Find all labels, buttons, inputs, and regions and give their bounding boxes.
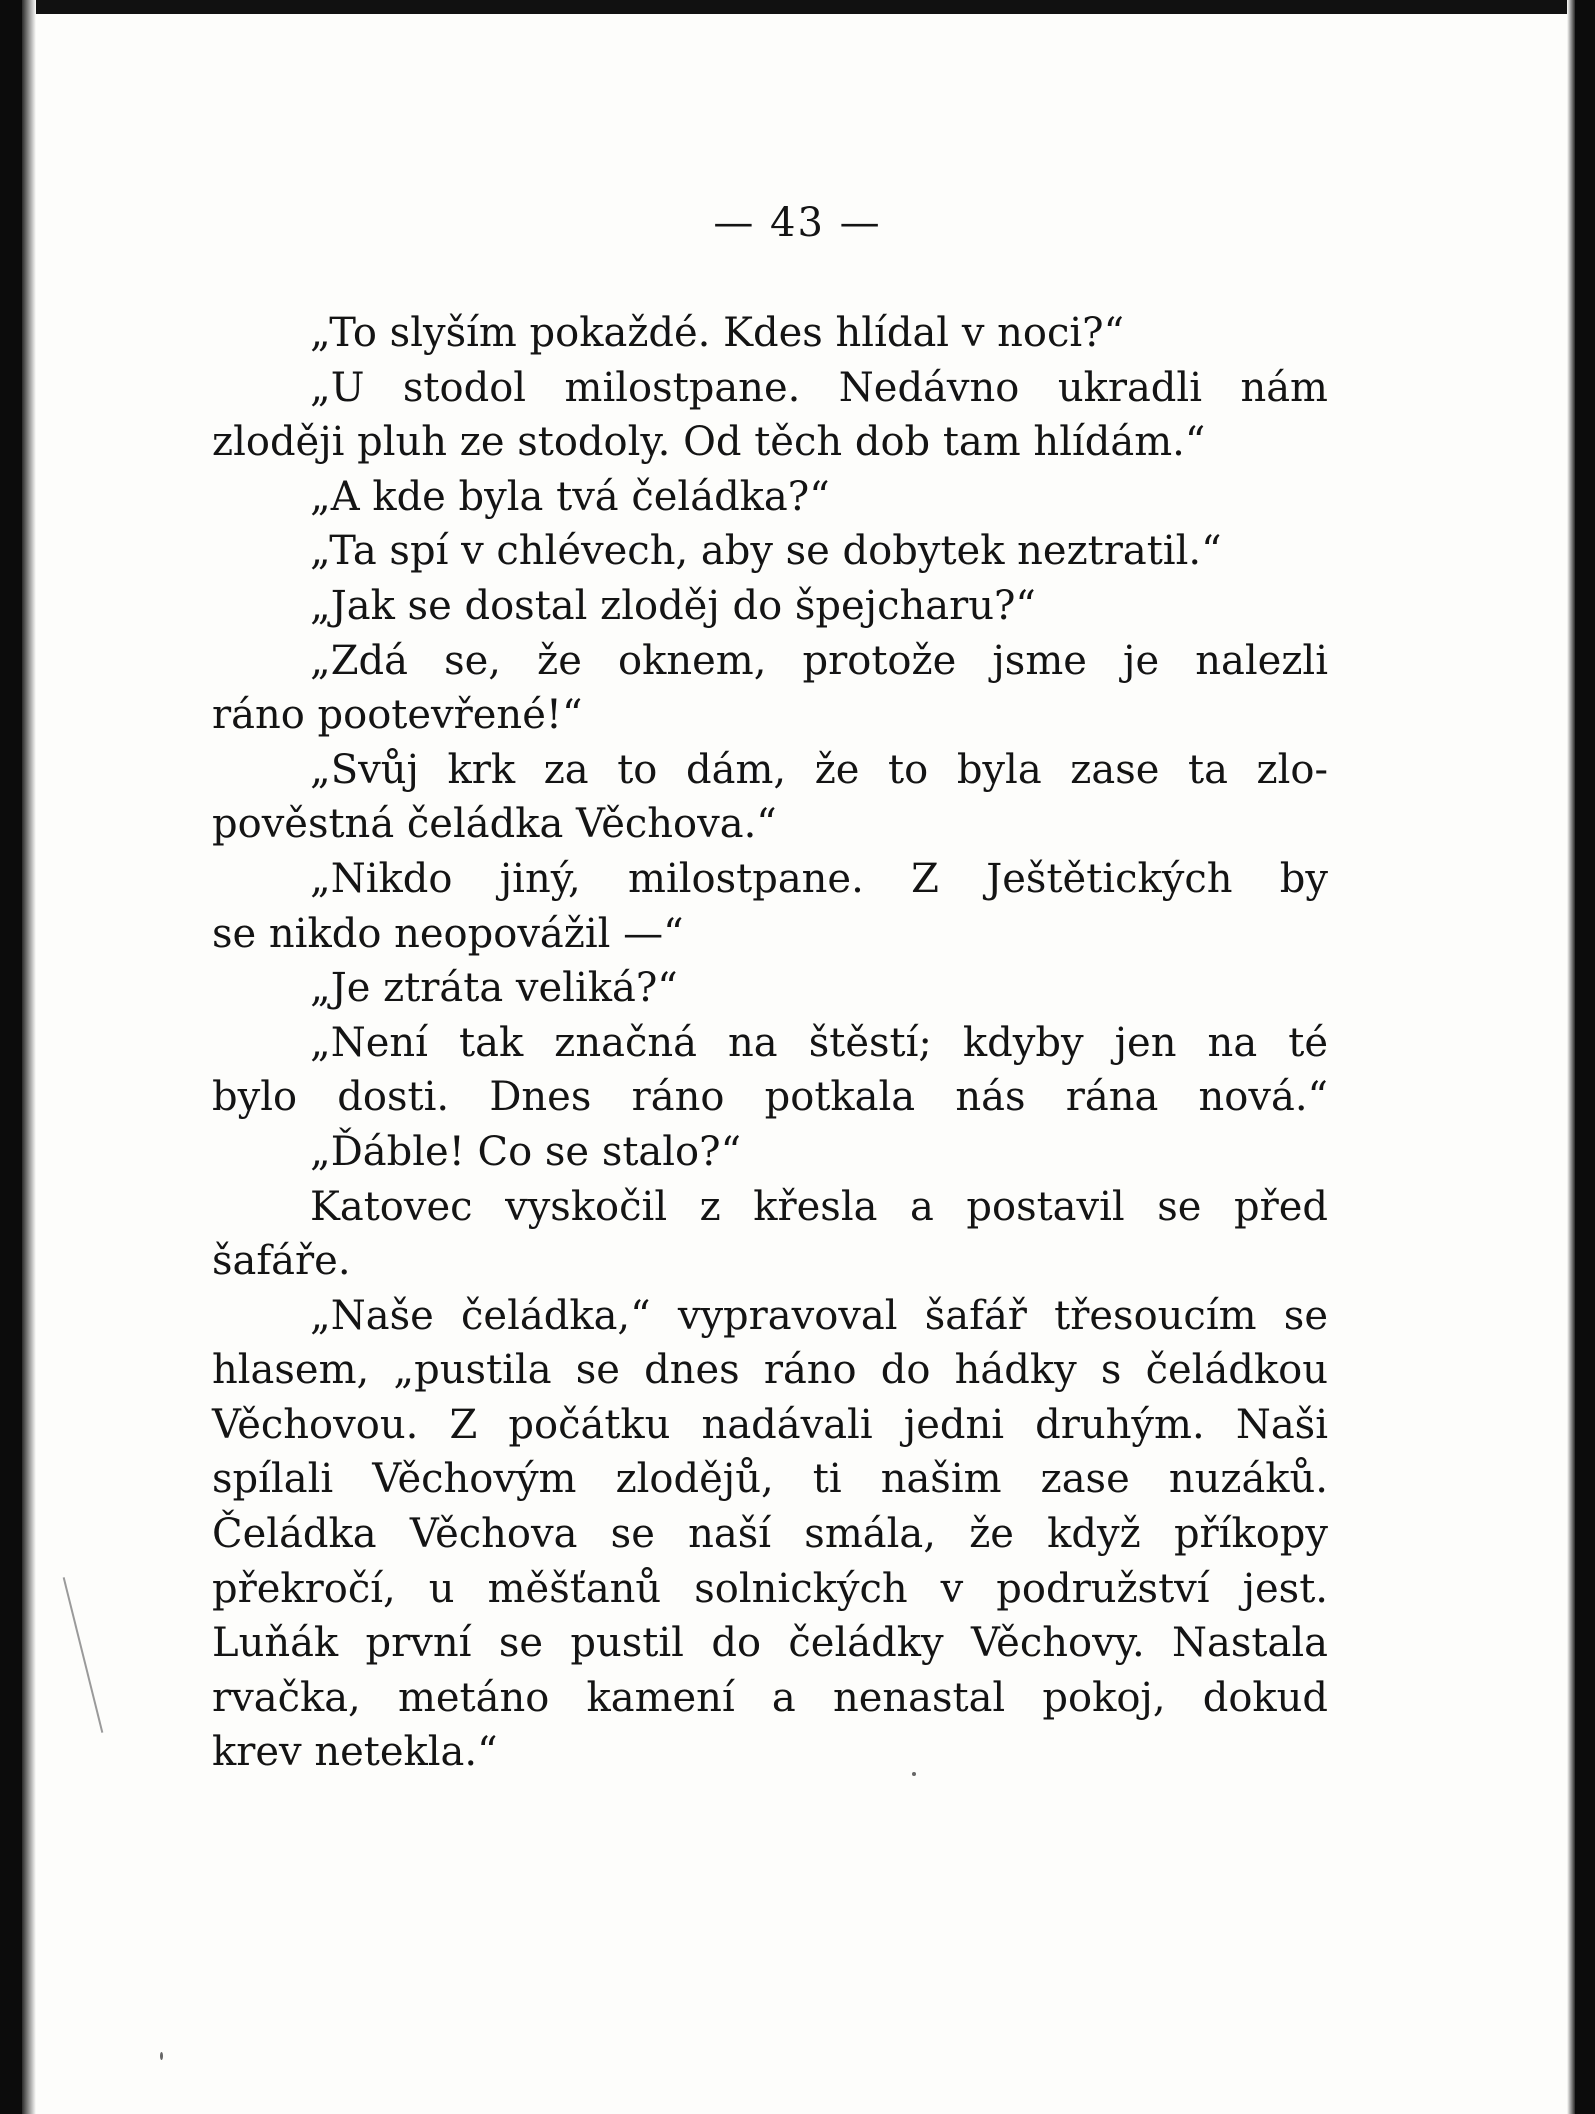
text-line: šafáře. [212, 1238, 351, 1285]
text-line: „To slyším pokaždé. Kdes hlídal v noci?“ [310, 310, 1125, 356]
text-line: Katovec vyskočil z křesla a postavil se před [310, 1183, 1328, 1230]
text-line: „Jak se dostal zloděj do špejcharu?“ [310, 582, 1036, 629]
text-line: zloději pluh ze stodoly. Od těch dob tam hlídám.“ [212, 419, 1206, 466]
scan-speck [160, 2052, 163, 2060]
scan-right-border [1575, 0, 1595, 2114]
text-line: spílali Věchovým zlodějů, ti našim zase nuzáků. [212, 1456, 1328, 1503]
text-line: „Ta spí v chlévech, aby se dobytek neztratil.“ [310, 528, 1222, 575]
page-number: — 43 — [713, 200, 882, 246]
text-line: rvačka, metáno kamení a nenastal pokoj, dokud [212, 1674, 1328, 1721]
text-line: „Nikdo jiný, milostpane. Z Ještětických by [310, 855, 1328, 902]
scan-top-border [0, 0, 1595, 14]
text-line: Luňák první se pustil do čeládky Věchovy. Nastala [212, 1620, 1328, 1667]
text-line: „A kde byla tvá čeládka?“ [310, 473, 830, 520]
scan-left-border [0, 0, 22, 2114]
text-line: „Svůj krk za to dám, že to byla zase ta zlo- [310, 746, 1328, 793]
text-line: se nikdo neopovážil —“ [212, 910, 684, 957]
text-line: hlasem, „pustila se dnes ráno do hádky s čeládkou [212, 1347, 1328, 1394]
text-line: pověstná čeládka Věchova.“ [212, 801, 777, 848]
scan-right-shadow [1567, 0, 1575, 2114]
text-line: „U stodol milostpane. Nedávno ukradli nám [310, 364, 1328, 411]
text-line: ráno pootevřené!“ [212, 692, 583, 739]
body-text [212, 306, 1328, 1780]
scan-left-shadow [22, 0, 36, 2114]
text-line: překročí, u měšťanů solnických v podružství jest. [212, 1565, 1328, 1612]
text-line: „Naše čeládka,“ vypravoval šafář třesoucím se [310, 1292, 1328, 1339]
text-line: „Zdá se, že oknem, protože jsme je nalezli [310, 637, 1328, 684]
text-line: „Není tak značná na štěstí; kdyby jen na té [310, 1019, 1328, 1066]
text-line: bylo dosti. Dnes ráno potkala nás rána nová.“ [212, 1074, 1328, 1121]
text-line: krev netekla.“ [212, 1729, 498, 1776]
text-line: „Ďáble! Co se stalo?“ [310, 1128, 742, 1175]
text-line: „Je ztráta veliká?“ [310, 965, 678, 1012]
text-line: Čeládka Věchova se naší smála, že když příkopy [212, 1511, 1328, 1558]
text-line: Věchovou. Z počátku nadávali jedni druhým. Naši [212, 1401, 1328, 1448]
